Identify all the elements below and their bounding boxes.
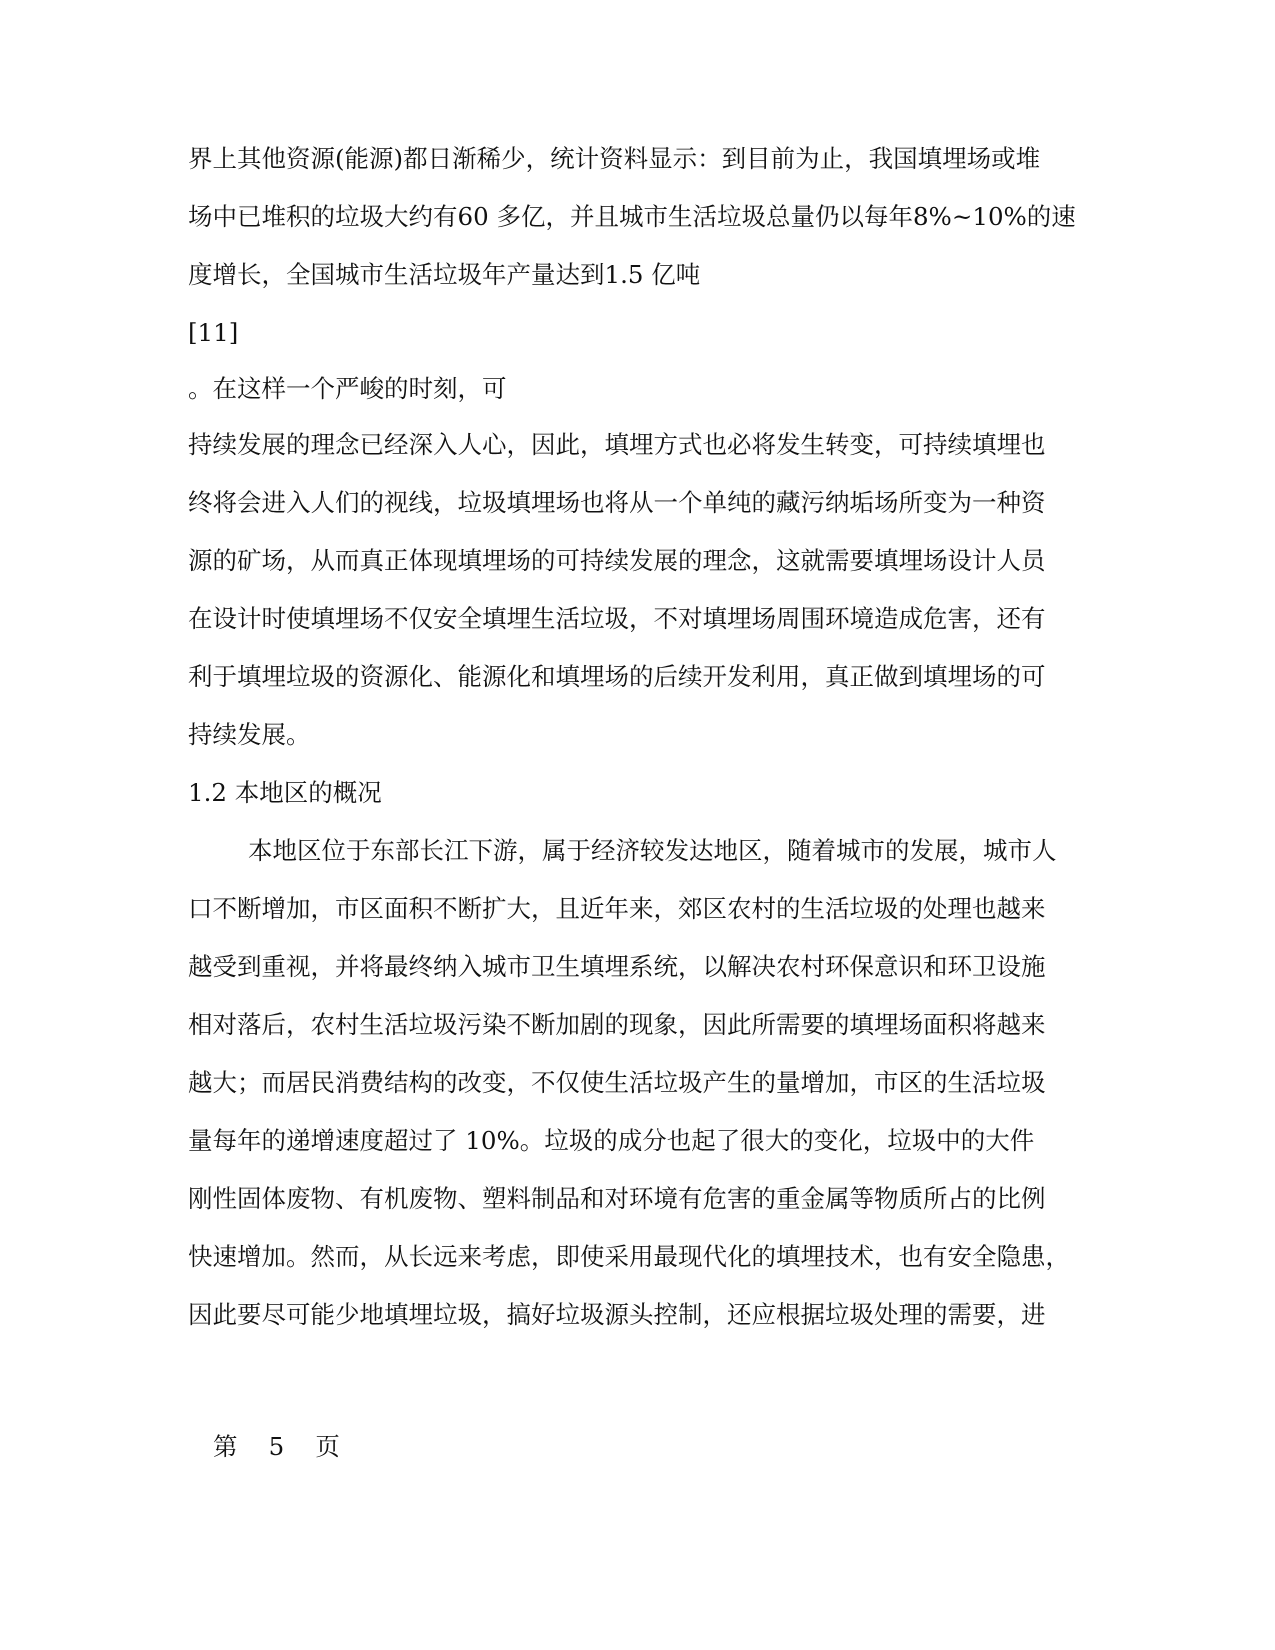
paragraph-2-line-9: 因此要尽可能少地填埋垃圾，搞好垃圾源头控制，还应根据垃圾处理的需要，进 [188,1300,1046,1329]
citation-reference: [11] [188,318,239,347]
paragraph-1-line-6: 持续发展的理念已经深入人心，因此，填埋方式也必将发生转变，可持续填埋也 [188,430,1046,459]
paragraph-1-line-10: 利于填埋垃圾的资源化、能源化和填埋场的后续开发利用，真正做到填埋场的可 [188,662,1046,691]
paragraph-2-line-6: 量每年的递增速度超过了 10%。垃圾的成分也起了很大的变化，垃圾中的大件 [188,1126,1035,1155]
paragraph-2-line-2: 口不断增加，市区面积不断扩大，且近年来，郊区农村的生活垃圾的处理也越来 [188,894,1046,923]
paragraph-2-line-1: 本地区位于东部长江下游，属于经济较发达地区，随着城市的发展，城市人 [248,836,1057,865]
page-number-footer: 第 5 页 [213,1432,340,1461]
paragraph-1-line-3: 度增长，全国城市生活垃圾年产量达到1.5 亿吨 [188,260,701,289]
paragraph-2-line-4: 相对落后，农村生活垃圾污染不断加剧的现象，因此所需要的填埋场面积将越来 [188,1010,1046,1039]
paragraph-1-line-7: 终将会进入人们的视线，垃圾填埋场也将从一个单纯的藏污纳垢场所变为一种资 [188,488,1046,517]
paragraph-2-line-3: 越受到重视，并将最终纳入城市卫生填埋系统，以解决农村环保意识和环卫设施 [188,952,1046,981]
paragraph-2-line-7: 刚性固体废物、有机废物、塑料制品和对环境有危害的重金属等物质所占的比例 [188,1184,1046,1213]
paragraph-2-line-5: 越大；而居民消费结构的改变，不仅使生活垃圾产生的量增加，市区的生活垃圾 [188,1068,1046,1097]
paragraph-1-line-9: 在设计时使填埋场不仅安全填埋生活垃圾，不对填埋场周围环境造成危害，还有 [188,604,1046,633]
paragraph-1-line-8: 源的矿场，从而真正体现填埋场的可持续发展的理念，这就需要填埋场设计人员 [188,546,1046,575]
paragraph-1-line-5: 。在这样一个严峻的时刻，可 [188,374,507,403]
paragraph-2-line-8: 快速增加。然而，从长远来考虑，即使采用最现代化的填埋技术，也有安全隐患， [188,1242,1070,1271]
paragraph-1-line-11: 持续发展。 [188,720,311,749]
paragraph-1-line-1: 界上其他资源(能源)都日渐稀少，统计资料显示：到目前为止，我国填埋场或堆 [188,144,1041,173]
section-heading: 1.2 本地区的概况 [188,778,382,807]
paragraph-1-line-2: 场中已堆积的垃圾大约有60 多亿，并且城市生活垃圾总量仍以每年8%~10%的速 [188,202,1076,231]
